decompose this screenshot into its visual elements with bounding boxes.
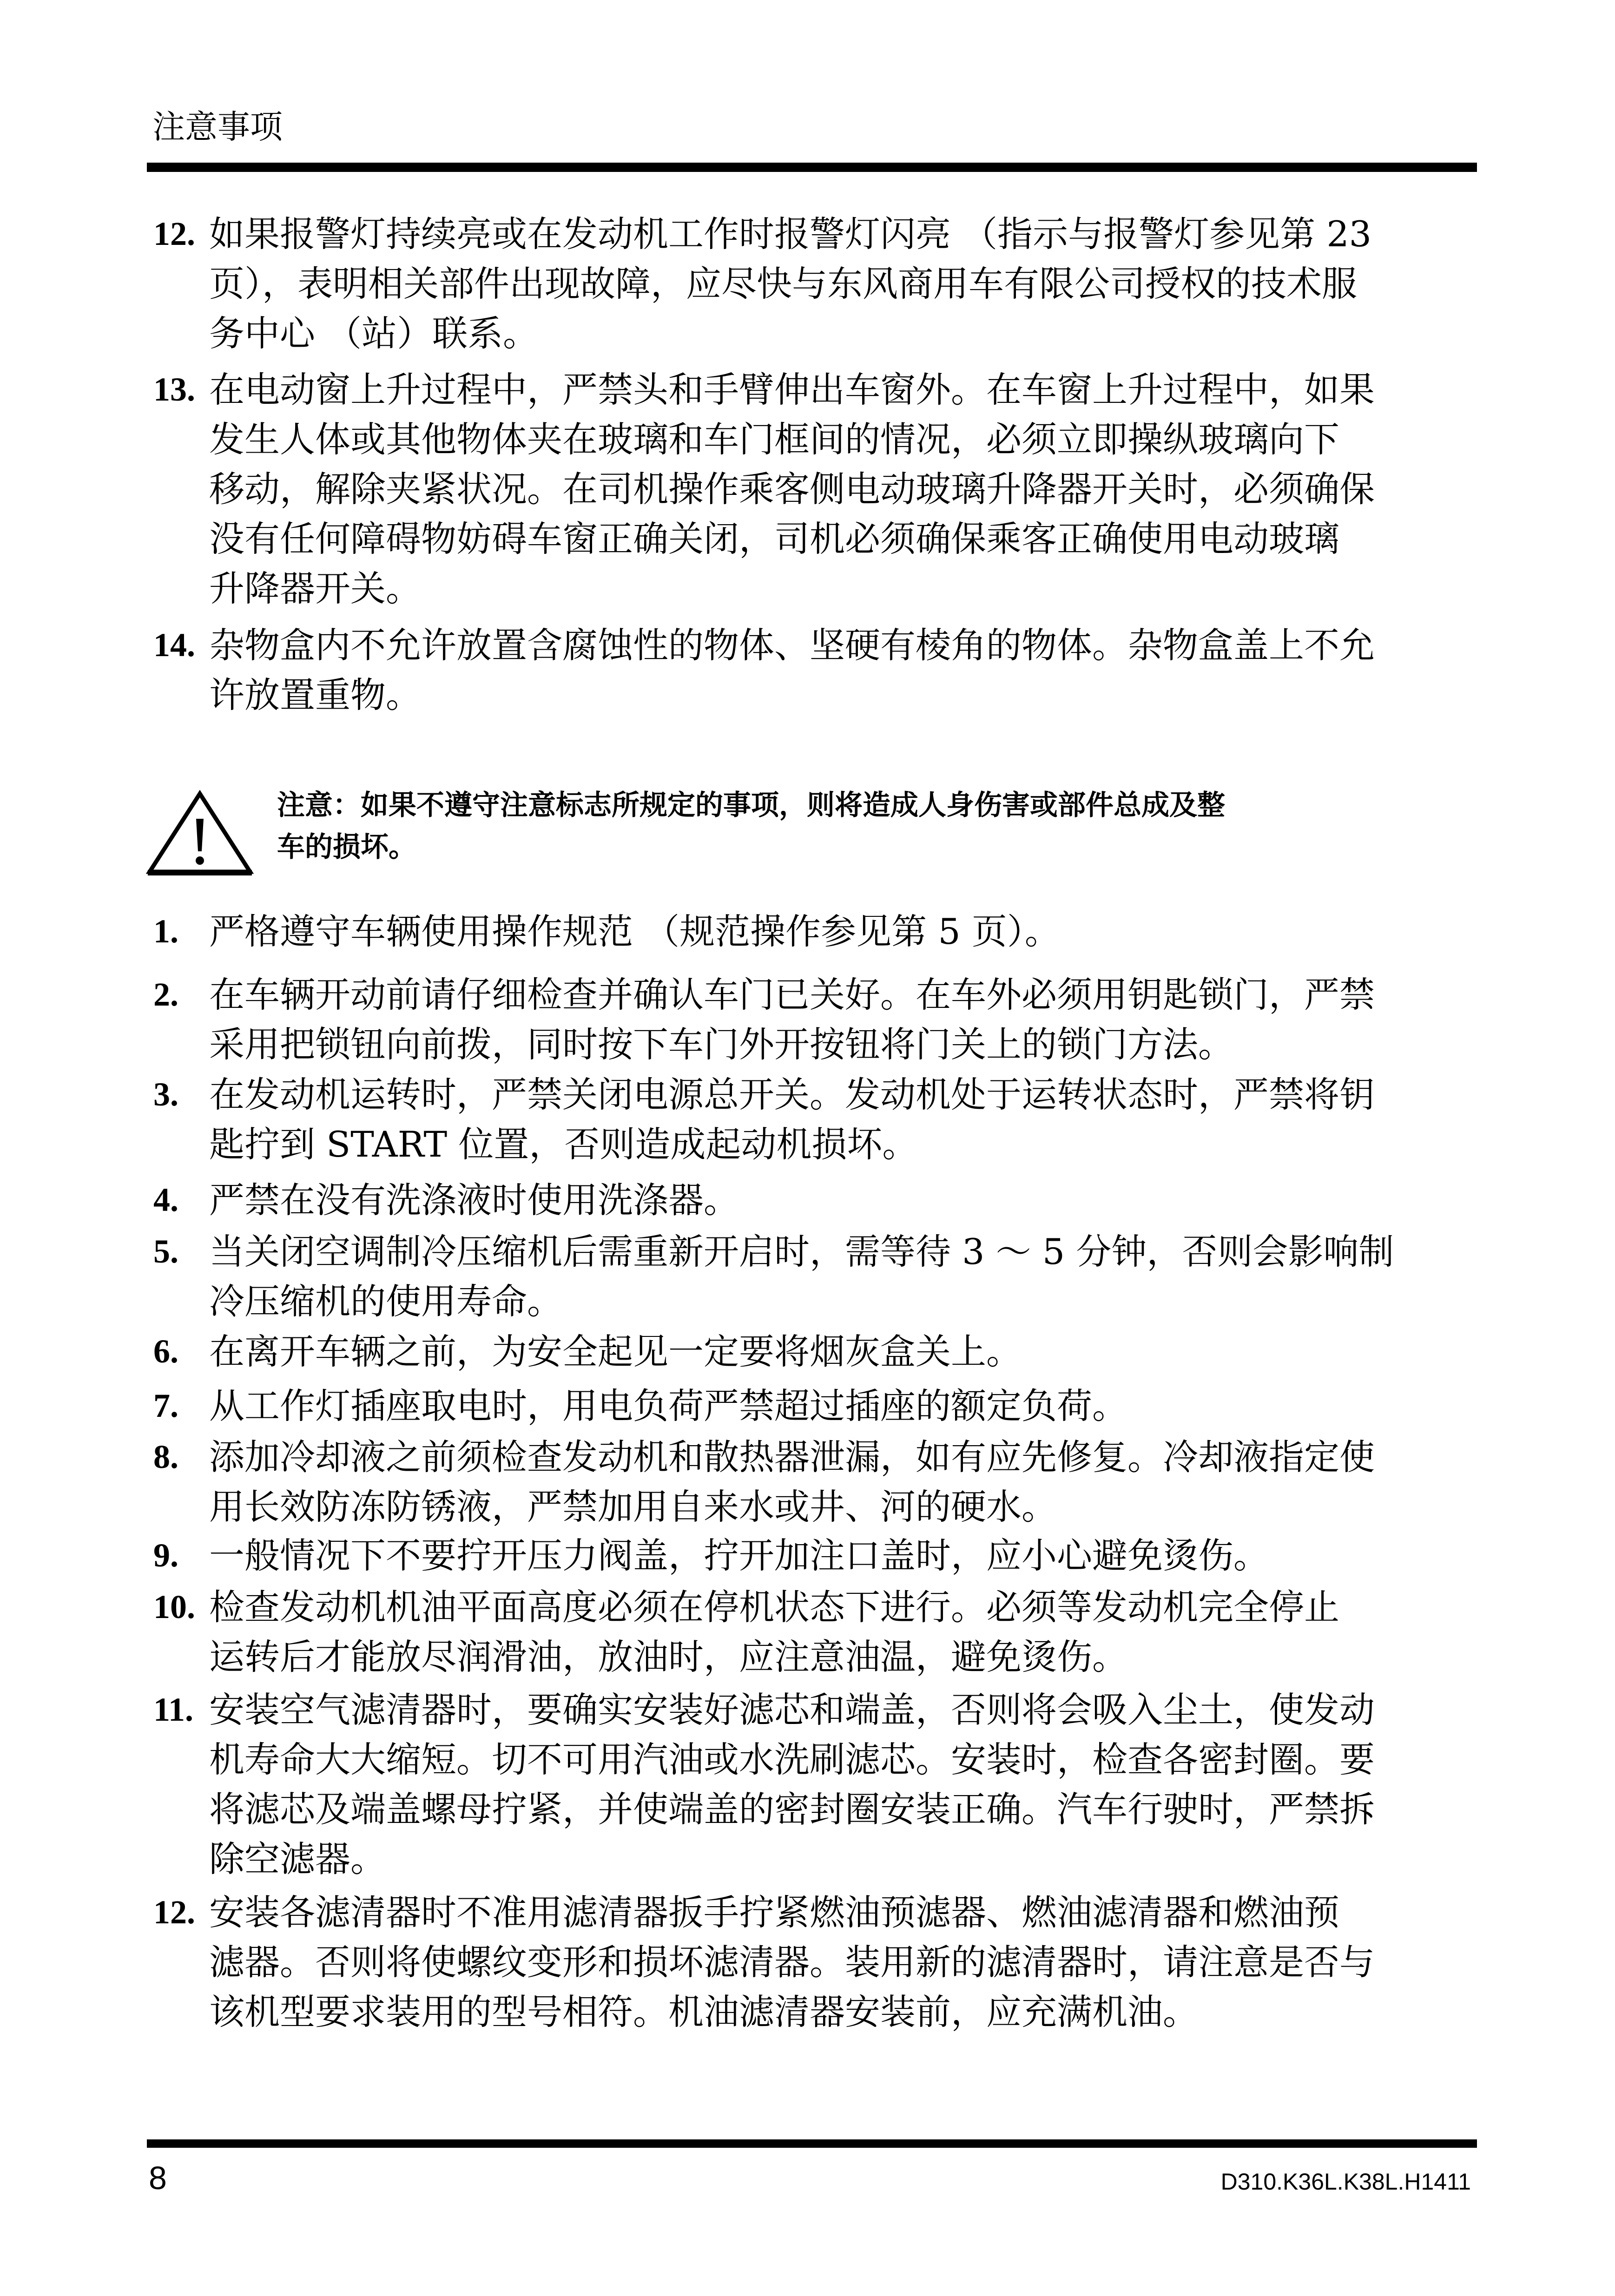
- item-number: 6.: [153, 1333, 178, 1370]
- item-number: 8.: [153, 1438, 178, 1475]
- item-number: 11.: [153, 1691, 194, 1728]
- item-line: 严禁在没有洗涤液时使用洗涤器。: [209, 1179, 739, 1221]
- item-line: 该机型要求装用的型号相符。机油滤清器安装前，应充满机油。: [209, 1991, 1198, 2033]
- item-text: [209, 1175, 1478, 1225]
- item-line: 严格遵守车辆使用操作规范 （规范操作参见第 5 页）。: [209, 911, 1060, 952]
- item-line: 移动，解除夹紧状况。在司机操作乘客侧电动玻璃升降器开关时，必须确保: [209, 468, 1375, 510]
- page-number: 8: [149, 2160, 167, 2196]
- item-line: 匙拧到 START 位置，否则造成起动机损坏。: [209, 1124, 918, 1165]
- item-line: 滤器。否则将使螺纹变形和损坏滤清器。装用新的滤清器时，请注意是否与: [209, 1941, 1375, 1983]
- item-line: 许放置重物。: [209, 674, 421, 716]
- warning-line: 车的损坏。: [277, 831, 416, 863]
- document-code: D310.K36L.K38L.H1411: [1220, 2169, 1471, 2195]
- item-line: 如果报警灯持续亮或在发动机工作时报警灯闪亮 （指示与报警灯参见第 23: [209, 213, 1372, 255]
- item-text: [209, 209, 1478, 358]
- item-number: 13.: [153, 371, 195, 408]
- item-line: 在离开车辆之前，为安全起见一定要将烟灰盒关上。: [209, 1331, 1022, 1372]
- item-text: [209, 1531, 1478, 1580]
- item-text: [209, 970, 1478, 1069]
- item-number: 10.: [153, 1588, 195, 1625]
- item-text: [209, 1432, 1478, 1532]
- item-line: 从工作灯插座取电时，用电负荷严禁超过插座的额定负荷。: [209, 1385, 1127, 1427]
- item-number: 5.: [153, 1233, 178, 1270]
- item-line: 检查发动机机油平面高度必须在停机状态下进行。必须等发动机完全停止: [209, 1586, 1339, 1628]
- item-text: [209, 365, 1478, 613]
- header-rule: [147, 163, 1477, 172]
- item-number: 7.: [153, 1387, 178, 1424]
- item-number: 9.: [153, 1537, 178, 1574]
- footer-rule: [147, 2139, 1477, 2148]
- item-line: 冷压缩机的使用寿命。: [209, 1281, 562, 1322]
- item-line: 用长效防冻防锈液，严禁加用自来水或井、河的硬水。: [209, 1486, 1057, 1527]
- item-text: [209, 1327, 1478, 1376]
- item-line: 添加冷却液之前须检查发动机和散热器泄漏，如有应先修复。冷却液指定使: [209, 1436, 1375, 1478]
- item-number: 4.: [153, 1181, 178, 1218]
- item-text: [209, 620, 1478, 720]
- warning-notice: [277, 784, 1476, 868]
- item-line: 除空滤器。: [209, 1838, 386, 1880]
- item-text: [209, 1070, 1478, 1169]
- item-number: 12.: [153, 1894, 195, 1931]
- item-text: [209, 1582, 1478, 1682]
- item-line: 在电动窗上升过程中，严禁头和手臂伸出车窗外。在车窗上升过程中，如果: [209, 369, 1375, 410]
- item-line: 将滤芯及端盖螺母拧紧，并使端盖的密封圈安装正确。汽车行驶时，严禁拆: [209, 1789, 1375, 1830]
- item-line: 一般情况下不要拧开压力阀盖，拧开加注口盖时，应小心避免烫伤。: [209, 1535, 1269, 1576]
- item-line: 没有任何障碍物妨碍车窗正确关闭，司机必须确保乘客正确使用电动玻璃: [209, 518, 1339, 559]
- item-text: [209, 1888, 1478, 2037]
- item-line: 当关闭空调制冷压缩机后需重新开启时，需等待 3 ～ 5 分钟，否则会影响制: [209, 1231, 1394, 1272]
- item-number: 12.: [153, 215, 195, 252]
- item-line: 杂物盒内不允许放置含腐蚀性的物体、坚硬有棱角的物体。杂物盒盖上不允: [209, 625, 1375, 666]
- item-line: 采用把锁钮向前拨，同时按下车门外开按钮将门关上的锁门方法。: [209, 1024, 1233, 1065]
- item-number: 2.: [153, 976, 178, 1013]
- item-line: 发生人体或其他物体夹在玻璃和车门框间的情况，必须立即操纵玻璃向下: [209, 419, 1339, 460]
- item-number: 1.: [153, 913, 178, 950]
- item-line: 安装空气滤清器时，要确实安装好滤芯和端盖，否则将会吸入尘土，使发动: [209, 1689, 1375, 1730]
- warning-triangle-icon: [146, 790, 254, 875]
- item-number: 14.: [153, 626, 195, 664]
- item-line: 在发动机运转时，严禁关闭电源总开关。发动机处于运转状态时，严禁将钥: [209, 1074, 1375, 1115]
- item-line: 运转后才能放尽润滑油，放油时，应注意油温，避免烫伤。: [209, 1636, 1127, 1678]
- item-text: [209, 1381, 1478, 1431]
- item-line: 务中心 （站）联系。: [209, 313, 539, 354]
- item-text: [209, 1685, 1478, 1884]
- item-line: 在车辆开动前请仔细检查并确认车门已关好。在车外必须用钥匙锁门，严禁: [209, 974, 1375, 1015]
- item-line: 页），表明相关部件出现故障，应尽快与东风商用车有限公司授权的技术服: [209, 263, 1357, 304]
- item-text: [209, 1227, 1478, 1326]
- item-line: 升降器开关。: [209, 568, 421, 609]
- item-line: 安装各滤清器时不准用滤清器扳手拧紧燃油预滤器、燃油滤清器和燃油预: [209, 1892, 1339, 1933]
- item-line: 机寿命大大缩短。切不可用汽油或水洗刷滤芯。安装时，检查各密封圈。要: [209, 1739, 1375, 1780]
- page-header-title: 注意事项: [152, 108, 283, 146]
- item-number: 3.: [153, 1076, 178, 1113]
- item-text: [209, 907, 1478, 956]
- warning-line: 注意：如果不遵守注意标志所规定的事项，则将造成人身伤害或部件总成及整: [277, 789, 1225, 822]
